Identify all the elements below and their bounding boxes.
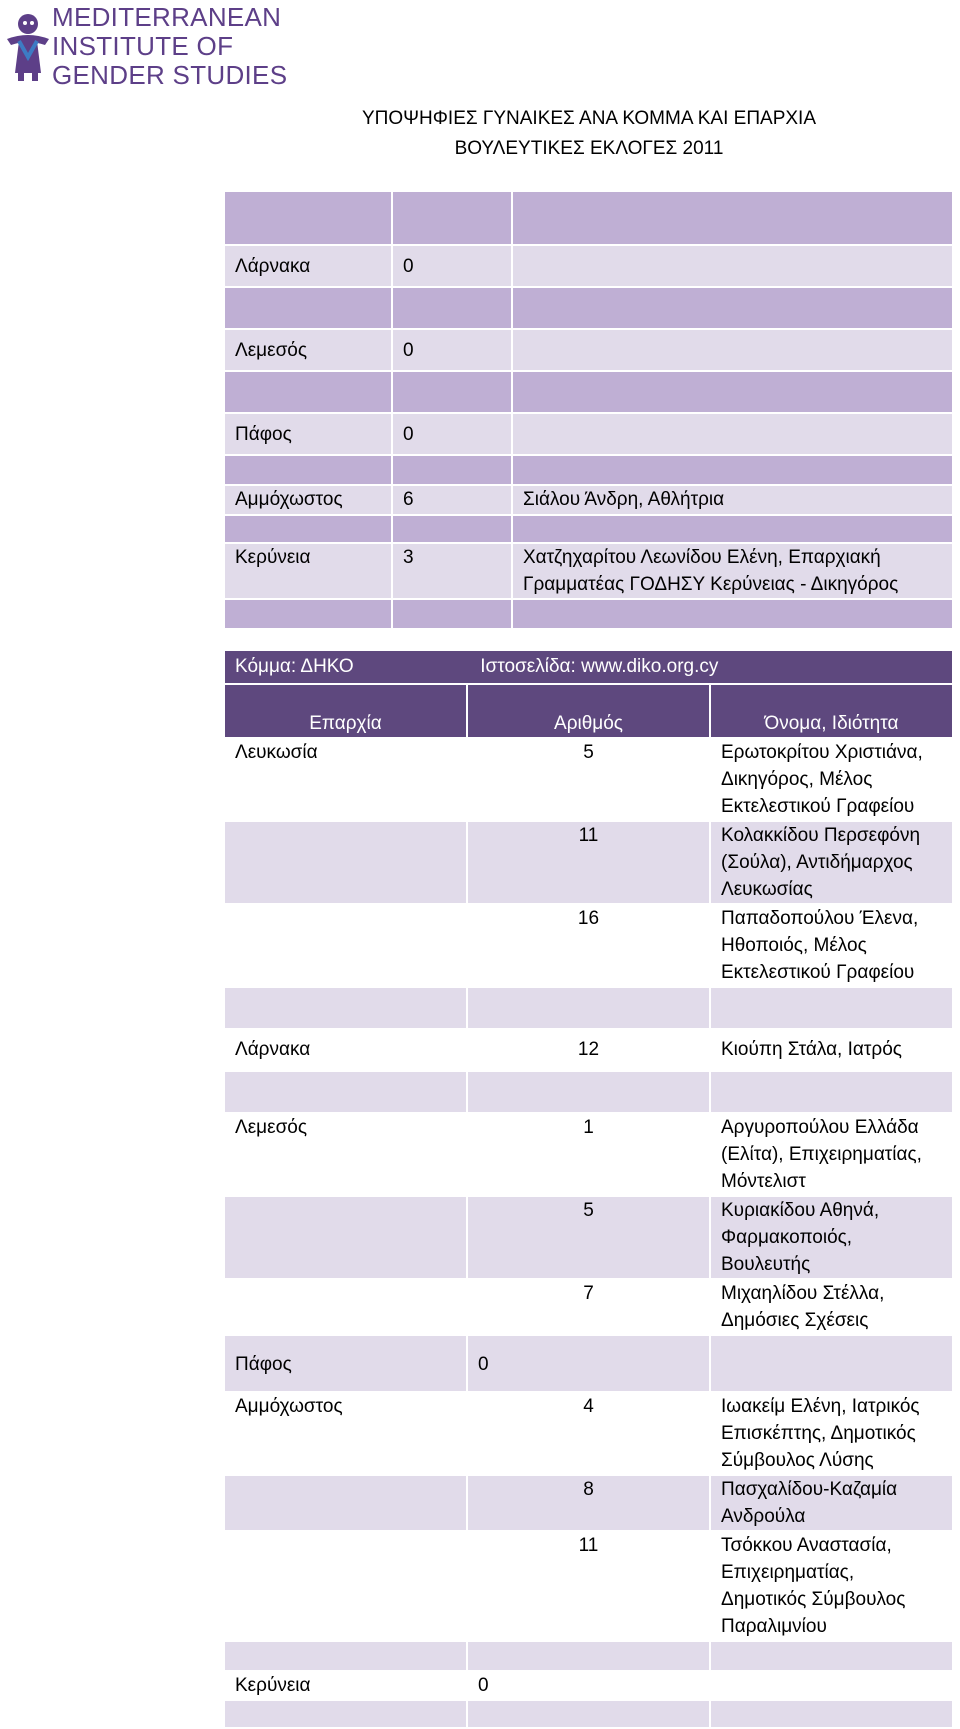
province-cell bbox=[224, 1531, 467, 1641]
number-cell: 6 bbox=[392, 485, 512, 515]
number-cell bbox=[467, 987, 710, 1029]
party-header-row bbox=[224, 650, 953, 684]
table-row bbox=[224, 1671, 953, 1700]
number-cell bbox=[467, 1071, 710, 1113]
table-row bbox=[224, 1475, 953, 1531]
document-titles bbox=[0, 104, 960, 164]
header-name: Όνομα, Ιδιότητα bbox=[710, 684, 953, 738]
province-cell: Λάρνακα bbox=[224, 1029, 467, 1071]
province-cell: Κερύνεια bbox=[224, 1671, 467, 1700]
name-cell bbox=[710, 1071, 953, 1113]
province-cell: Πάφος bbox=[224, 1335, 467, 1392]
name-cell: Κιούπη Στάλα, Ιατρός bbox=[710, 1029, 953, 1071]
province-cell: Αμμόχωστος bbox=[224, 1392, 467, 1475]
table-row bbox=[224, 1392, 953, 1475]
province-cell bbox=[224, 371, 392, 413]
number-cell bbox=[392, 191, 512, 245]
name-cell bbox=[512, 599, 953, 629]
province-cell bbox=[224, 821, 467, 904]
candidates-table-diko bbox=[223, 649, 954, 1729]
name-cell: Μιχαηλίδου Στέλλα, Δημόσιες Σχέσεις bbox=[710, 1279, 953, 1335]
name-cell bbox=[512, 413, 953, 455]
table-row bbox=[224, 191, 953, 245]
number-cell bbox=[467, 1641, 710, 1671]
number-cell: 12 bbox=[467, 1029, 710, 1071]
logo-line-3: GENDER STUDIES bbox=[52, 60, 288, 90]
table-row bbox=[224, 1196, 953, 1279]
province-cell: Λάρνακα bbox=[224, 245, 392, 287]
name-cell bbox=[512, 329, 953, 371]
province-cell bbox=[224, 455, 392, 485]
table-row bbox=[224, 1641, 953, 1671]
number-cell: 11 bbox=[467, 1531, 710, 1641]
title-line-1: ΥΠΟΨΗΦΙΕΣ ΓΥΝΑΙΚΕΣ ΑΝΑ ΚΟΜΜΑ ΚΑΙ ΕΠΑΡΧΙΑ bbox=[361, 108, 817, 129]
name-cell bbox=[512, 515, 953, 543]
table-row bbox=[224, 371, 953, 413]
number-cell bbox=[392, 515, 512, 543]
table-row bbox=[224, 329, 953, 371]
number-cell: 16 bbox=[467, 904, 710, 987]
province-cell: Λεμεσός bbox=[224, 329, 392, 371]
province-cell bbox=[224, 1641, 467, 1671]
table-row bbox=[224, 904, 953, 987]
name-cell: Τσόκκου Αναστασία, Επιχειρηματίας, Δημοτικός Σύμβουλος Παραλιμνίου bbox=[710, 1531, 953, 1641]
province-cell: Λευκωσία bbox=[224, 738, 467, 821]
number-cell bbox=[392, 371, 512, 413]
name-cell: Ιωακείμ Ελένη, Ιατρικός Επισκέπτης, Δημοτικός Σύμβουλος Λύσης bbox=[710, 1392, 953, 1475]
number-cell: 7 bbox=[467, 1279, 710, 1335]
party-website: Ιστοσελίδα: www.diko.org.cy bbox=[480, 656, 719, 677]
party-label: Κόμμα: ΔΗΚΟ bbox=[235, 656, 354, 677]
table-row bbox=[224, 599, 953, 629]
party-header-cell bbox=[224, 650, 953, 684]
table-row bbox=[224, 1029, 953, 1071]
table-row bbox=[224, 515, 953, 543]
number-cell: 0 bbox=[467, 1335, 710, 1392]
table-row bbox=[224, 1113, 953, 1196]
table-row bbox=[224, 1071, 953, 1113]
number-cell bbox=[392, 599, 512, 629]
name-cell bbox=[512, 245, 953, 287]
table-row bbox=[224, 245, 953, 287]
number-cell: 5 bbox=[467, 1196, 710, 1279]
logo-line-1: MEDITERRANEAN bbox=[52, 2, 282, 32]
name-cell: Χατζηχαρίτου Λεωνίδου Ελένη, Επαρχιακή Γραμματέας ΓΟΔΗΣΥ Κερύνειας - Δικηγόρος bbox=[512, 543, 953, 599]
name-cell bbox=[710, 1335, 953, 1392]
province-cell bbox=[224, 987, 467, 1029]
logo-figure-icon bbox=[5, 11, 51, 83]
name-cell: Αργυροπούλου Ελλάδα (Ελίτα), Επιχειρηματίας, Μόντελιστ bbox=[710, 1113, 953, 1196]
province-cell bbox=[224, 191, 392, 245]
table-row bbox=[224, 1335, 953, 1392]
province-cell: Αμμόχωστος bbox=[224, 485, 392, 515]
name-cell: Ερωτοκρίτου Χριστιάνα, Δικηγόρος, Μέλος Εκτελεστικού Γραφείου bbox=[710, 738, 953, 821]
header-province: Επαρχία bbox=[224, 684, 467, 738]
province-cell bbox=[224, 599, 392, 629]
name-cell bbox=[710, 1641, 953, 1671]
name-cell: Παπαδοπούλου Έλενα, Ηθοποιός, Μέλος Εκτελεστικού Γραφείου bbox=[710, 904, 953, 987]
institute-logo bbox=[5, 2, 288, 90]
table-row bbox=[224, 1700, 953, 1728]
table-row bbox=[224, 1531, 953, 1641]
province-cell bbox=[224, 1279, 467, 1335]
number-cell: 5 bbox=[467, 738, 710, 821]
column-header-row bbox=[224, 684, 953, 738]
province-cell bbox=[224, 1196, 467, 1279]
number-cell: 4 bbox=[467, 1392, 710, 1475]
province-cell bbox=[224, 287, 392, 329]
table-row bbox=[224, 455, 953, 485]
name-cell: Σιάλου Άνδρη, Αθλήτρια bbox=[512, 485, 953, 515]
logo-line-2: INSTITUTE OF bbox=[52, 31, 234, 61]
name-cell: Κυριακίδου Αθηνά, Φαρμακοποιός, Βουλευτής bbox=[710, 1196, 953, 1279]
name-cell bbox=[512, 287, 953, 329]
name-cell bbox=[710, 1671, 953, 1700]
header-number: Αριθμός bbox=[467, 684, 710, 738]
table-row bbox=[224, 1279, 953, 1335]
number-cell: 0 bbox=[392, 245, 512, 287]
number-cell: 0 bbox=[392, 329, 512, 371]
name-cell bbox=[512, 371, 953, 413]
province-cell bbox=[224, 1071, 467, 1113]
province-cell bbox=[224, 904, 467, 987]
candidates-table-previous bbox=[223, 190, 954, 630]
number-cell bbox=[392, 287, 512, 329]
number-cell: 3 bbox=[392, 543, 512, 599]
province-cell bbox=[224, 1700, 467, 1728]
province-cell: Πάφος bbox=[224, 413, 392, 455]
province-cell: Λεμεσός bbox=[224, 1113, 467, 1196]
number-cell: 11 bbox=[467, 821, 710, 904]
table-row bbox=[224, 413, 953, 455]
number-cell: 8 bbox=[467, 1475, 710, 1531]
province-cell bbox=[224, 515, 392, 543]
number-cell: 0 bbox=[392, 413, 512, 455]
province-cell bbox=[224, 1475, 467, 1531]
name-cell bbox=[512, 191, 953, 245]
name-cell bbox=[512, 455, 953, 485]
number-cell bbox=[467, 1700, 710, 1728]
table-row bbox=[224, 485, 953, 515]
name-cell: Πασχαλίδου-Καζαμία Ανδρούλα bbox=[710, 1475, 953, 1531]
table-row bbox=[224, 738, 953, 821]
number-cell bbox=[392, 455, 512, 485]
name-cell bbox=[710, 1700, 953, 1728]
name-cell: Κολακκίδου Περσεφόνη (Σούλα), Αντιδήμαρχος Λευκωσίας bbox=[710, 821, 953, 904]
number-cell: 0 bbox=[467, 1671, 710, 1700]
table-row bbox=[224, 987, 953, 1029]
table-row bbox=[224, 821, 953, 904]
number-cell: 1 bbox=[467, 1113, 710, 1196]
province-cell: Κερύνεια bbox=[224, 543, 392, 599]
name-cell bbox=[710, 987, 953, 1029]
table-row bbox=[224, 543, 953, 599]
table-row bbox=[224, 287, 953, 329]
title-line-2: ΒΟΥΛΕΥΤΙΚΕΣ ΕΚΛΟΓΕΣ 2011 bbox=[454, 138, 724, 159]
